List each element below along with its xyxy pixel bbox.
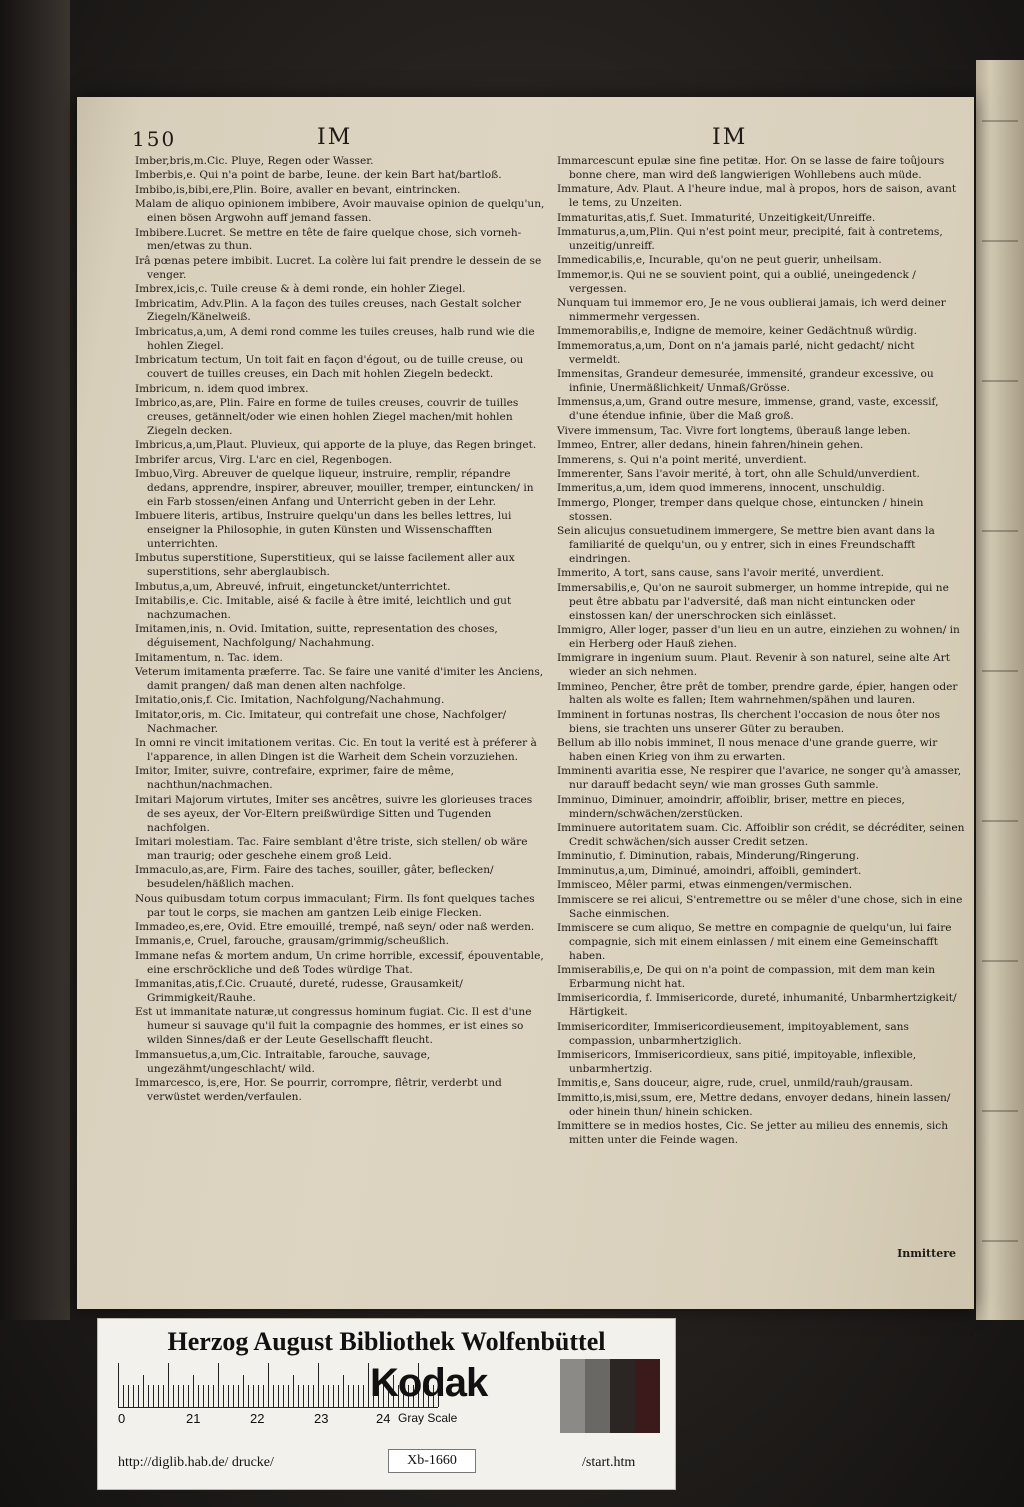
ruler-tick xyxy=(123,1385,124,1407)
dictionary-entry: Immisceo, Mêler parmi, etwas einmengen/vermischen. xyxy=(557,879,853,892)
dictionary-entry: Vivere immensum, Tac. Vivre fort longtems, überauß lange leben. xyxy=(557,424,911,437)
ruler-tick xyxy=(318,1363,319,1407)
dictionary-entry: Immisericors, Immisericordieux, sans pitié, impitoyable, inflexible, unbarmhertzig. xyxy=(557,1049,917,1075)
ruler-tick xyxy=(368,1363,369,1407)
dictionary-entry: Imbibere.Lucret. Se mettre en tête de faire quelque chose, sich vorneh-men/etwas zu thun. xyxy=(135,226,522,253)
ruler-label: 24 xyxy=(376,1411,391,1426)
ruler-tick xyxy=(233,1385,234,1407)
dictionary-entry: Immisericordia, f. Immisericorde, dureté, inhumanité, Unbarmhertzigkeit/ Härtigkeit. xyxy=(557,992,957,1019)
dictionary-entry: Imitor, Imiter, suivre, contrefaire, exprimer, faire de même, nachthun/nachmachen. xyxy=(135,765,454,792)
color-target-card xyxy=(97,1318,676,1490)
dictionary-entry: Immaturitas,atis,f. Suet. Immaturité, Unzeitigkeit/Unreiffe. xyxy=(557,211,876,224)
ruler-tick xyxy=(188,1385,189,1407)
dictionary-entry: Immersabilis,e, Qu'on ne sauroit submerger, un homme intrepide, qui ne peut être abbatu par l'adversité, daß man nicht eintuncken oder einstossen kan/ der unerschrocken sich einlässet. xyxy=(557,581,949,622)
ruler-label: 23 xyxy=(314,1411,329,1426)
gray-scale-label: Gray Scale xyxy=(398,1411,458,1425)
page-number: 150 xyxy=(132,127,177,151)
dictionary-entry: Imbuo,Virg. Abreuver de quelque liqueur, instruire, remplir, répandre dedans, apprendre, inspirer, abreuver, mouiller, tremper, eintuncken/ in ein Farb stossen/einen Anfang und Unterricht geben in der Lehr. xyxy=(135,467,534,508)
ruler-tick xyxy=(323,1385,324,1407)
dictionary-entry: Immeo, Entrer, aller dedans, hinein fahren/hinein gehen. xyxy=(557,439,864,452)
dictionary-entry: Imitari molestiam. Tac. Faire semblant d'être triste, sich stellen/ ob wäre man traurig; oder geschehe einem groß Leid. xyxy=(135,836,528,862)
ruler-tick xyxy=(223,1385,224,1407)
dictionary-entry: Est ut immanitate naturæ,ut congressus hominum fugiat. Cic. Il est d'une humeur si sauvage qu'il fuit la compagnie des hommes, er ist eines so wilden Sinnes/daß er der Leute Gesellschafft fleucht. xyxy=(135,1006,532,1047)
dictionary-entry: Imbricum, n. idem quod imbrex. xyxy=(135,382,309,395)
ruler-tick xyxy=(303,1385,304,1407)
ruler-tick xyxy=(288,1385,289,1407)
ruler-tick xyxy=(313,1385,314,1407)
dictionary-entry: Immeritus,a,um, idem quod immerens, innocent, unschuldig. xyxy=(557,482,886,495)
ruler-tick xyxy=(338,1385,339,1407)
dictionary-entry: Imminent in fortunas nostras, Ils cherchent l'occasion de nous ôter nos biens, sie trachten uns unserer Güter zu berauben. xyxy=(557,708,941,735)
book-gutter-shadow xyxy=(0,0,70,1320)
dictionary-entry: Imitamen,inis, n. Ovid. Imitation, suitte, representation des choses, déguisement, Nachfolgung/ Nachahmung. xyxy=(135,623,498,650)
dictionary-entry: Nunquam tui immemor ero, Je ne vous oublierai jamais, ich werd deiner nimmermehr vergessen. xyxy=(557,297,946,323)
dictionary-entry: Immedicabilis,e, Incurable, qu'on ne peut guerir, unheilsam. xyxy=(557,254,882,267)
dictionary-entry: Immature, Adv. Plaut. A l'heure indue, mal à propos, hors de saison, avant le tems, zu Unzeiten. xyxy=(557,183,957,210)
dictionary-entry: Imitator,oris, m. Cic. Imitateur, qui contrefait une chose, Nachfolger/ Nachmacher. xyxy=(135,708,507,735)
dictionary-entry: Imbricatum tectum, Un toit fait en façon d'égout, ou de tuille creuse, ou couvert de tuilles creuses, ein Dach mit hohlen Ziegeln bedeckt. xyxy=(135,354,524,381)
dictionary-entry: Bellum ab illo nobis imminet, Il nous menace d'une grande guerre, wir haben einen Krieg von ihm zu erwarten. xyxy=(557,737,938,764)
facing-page-edge xyxy=(976,60,1024,1320)
dictionary-entry: Imitamentum, n. Tac. idem. xyxy=(135,651,283,664)
dictionary-entry: Imbricatim, Adv.Plin. A la façon des tuiles creuses, nach Gestalt solcher Ziegeln/Känelweiß. xyxy=(135,297,522,324)
shelfmark: Xb-1660 xyxy=(388,1449,476,1473)
dictionary-entry: Imbrifer arcus, Virg. L'arc en ciel, Regenbogen. xyxy=(135,453,393,466)
ruler-tick xyxy=(278,1385,279,1407)
ruler-label: 21 xyxy=(186,1411,201,1426)
ruler-tick xyxy=(363,1385,364,1407)
ruler-tick xyxy=(218,1363,219,1407)
dictionary-entry: Veterum imitamenta præferre. Tac. Se faire une vanité d'imiter les Anciens, damit prangen/ daß man denen alten nachfolge. xyxy=(135,666,544,693)
ruler-tick xyxy=(328,1385,329,1407)
dictionary-entry: Immitto,is,misi,ssum, ere, Mettre dedans, envoyer dedans, hinein lassen/ oder hinein thun/ hinein schicken. xyxy=(557,1091,951,1118)
dictionary-entry: Imbrex,icis,c. Tuile creuse & à demi ronde, ein hohler Ziegel. xyxy=(135,283,466,296)
ruler-tick xyxy=(293,1375,294,1407)
gray-swatch xyxy=(635,1359,660,1433)
dictionary-entry: Immerenter, Sans l'avoir merité, à tort, ohn alle Schuld/unverdient. xyxy=(557,467,920,480)
dictionary-entry: Imber,bris,m.Cic. Pluye, Regen oder Wasser. xyxy=(135,155,374,167)
dictionary-entry: Immineo, Pencher, être prêt de tomber, prendre garde, épier, hangen oder halten als wolte es fallen; Item wahrnehmen/spähen und lauren. xyxy=(557,680,958,707)
ruler-tick xyxy=(138,1385,139,1407)
dictionary-entry: Immanis,e, Cruel, farouche, grausam/grimmig/scheußlich. xyxy=(135,935,449,948)
url-left: http://diglib.hab.de/ drucke/ xyxy=(118,1455,274,1470)
dictionary-entry: Malam de aliquo opinionem imbibere, Avoir mauvaise opinion de quelqu'un, einen bösen Argwohn auff jemand fassen. xyxy=(135,198,545,225)
gray-swatch xyxy=(610,1359,635,1433)
library-name: Herzog August Bibliothek Wolfenbüttel xyxy=(167,1327,606,1356)
ruler-tick xyxy=(213,1385,214,1407)
ruler-tick xyxy=(158,1385,159,1407)
ruler-tick xyxy=(248,1385,249,1407)
dictionary-entry: Imminuere autoritatem suam. Cic. Affoiblir son crédit, se décréditer, seinen Credit schwächen/sich ausser Credit setzen. xyxy=(557,822,965,848)
ruler-tick xyxy=(308,1385,309,1407)
dictionary-page xyxy=(77,97,974,1309)
dictionary-entry: Immemoratus,a,um, Dont on n'a jamais parlé, nicht gedacht/ nicht vermeldt. xyxy=(557,339,915,366)
catchword: Inmittere xyxy=(897,1247,956,1260)
gray-scale-swatches xyxy=(560,1359,660,1433)
ruler-tick xyxy=(143,1375,144,1407)
running-head-right: IM xyxy=(712,125,748,150)
dictionary-entry: Imbuere literis, artibus, Instruire quelqu'un dans les belles lettres, lui enseigner la Philosophie, in guten Künsten und Wissenschafften unterrichten. xyxy=(135,510,512,550)
dictionary-entry: Immitis,e, Sans douceur, aigre, rude, cruel, unmild/rauh/grausam. xyxy=(557,1077,913,1090)
ruler-label: 0 xyxy=(118,1411,126,1426)
ruler-tick xyxy=(283,1385,284,1407)
right-column xyxy=(557,155,967,1148)
dictionary-entry: Irâ pœnas petere imbibit. Lucret. La colère lui fait prendre le dessein de se venger. xyxy=(135,254,542,281)
dictionary-entry: Imbrico,as,are, Plin. Faire en forme de tuiles creuses, couvrir de tuilles creuses, getännelt/oder wie einen hohlen Ziegel machen/mit hohlen Ziegeln decken. xyxy=(135,396,519,437)
ruler-tick xyxy=(358,1385,359,1407)
ruler-tick xyxy=(333,1385,334,1407)
ruler-tick xyxy=(168,1363,169,1407)
ruler-tick xyxy=(258,1385,259,1407)
dictionary-entry: Immensus,a,um, Grand outre mesure, immense, grand, vaste, excessif, d'une étendue infinie, über die Maß groß. xyxy=(557,396,939,423)
dictionary-entry: Immittere se in medios hostes, Cic. Se jetter au milieu des ennemis, sich mitten unter die Feinde wagen. xyxy=(557,1120,949,1147)
ruler-tick xyxy=(163,1385,164,1407)
dictionary-entry: Immaculo,as,are, Firm. Faire des taches, souiller, gâter, beflecken/ besudelen/häßlich machen. xyxy=(135,864,494,891)
left-column xyxy=(135,155,545,1105)
dictionary-entry: Immaturus,a,um,Plin. Qui n'est point meur, precipité, fait à contretems, unzeitig/unreiff. xyxy=(557,226,943,252)
ruler-tick xyxy=(178,1385,179,1407)
dictionary-entry: Immerito, A tort, sans cause, sans l'avoir merité, unverdient. xyxy=(557,567,885,580)
dictionary-entry: Immergo, Plonger, tremper dans quelque chose, eintuncken / hinein stossen. xyxy=(557,496,924,523)
ruler-tick xyxy=(268,1363,269,1407)
ruler-tick xyxy=(153,1385,154,1407)
ruler-label: 22 xyxy=(250,1411,265,1426)
ruler-tick xyxy=(343,1375,344,1407)
running-head-left: IM xyxy=(317,125,353,150)
dictionary-entry: Imitatio,onis,f. Cic. Imitation, Nachfolgung/Nachahmung. xyxy=(135,694,445,707)
ruler-tick xyxy=(238,1385,239,1407)
ruler-tick xyxy=(253,1385,254,1407)
dictionary-entry: Immane nefas & mortem andum, Un crime horrible, excessif, épouventable, eine erschröckliche und deß Todes würdige That. xyxy=(135,949,544,976)
dictionary-entry: Immemor,is. Qui ne se souvient point, qui a oublié, uneingedenck / vergessen. xyxy=(557,268,916,295)
dictionary-entry: Immarcesco, is,ere, Hor. Se pourrir, corrompre, flêtrir, verderbt und verwüstet werden/verfaulen. xyxy=(135,1076,502,1103)
dictionary-entry: Imitari Majorum virtutes, Imiter ses ancêtres, suivre les glorieuses traces de ses ayeux, der Vor-Eltern preißwürdige Sitten und Tugenden nachfolgen. xyxy=(135,793,533,834)
ruler-tick xyxy=(263,1385,264,1407)
dictionary-entry: Imitabilis,e. Cic. Imitable, aisé & facile à être imité, leichtlich und gut nachzumachen. xyxy=(135,595,512,621)
ruler-tick xyxy=(148,1385,149,1407)
dictionary-entry: Imbricus,a,um,Plaut. Pluvieux, qui apporte de la pluye, das Regen bringet. xyxy=(135,439,537,452)
dictionary-entry: Imbibo,is,bibi,ere,Plin. Boire, avaller en bevant, eintrincken. xyxy=(135,183,461,196)
dictionary-entry: Immisericorditer, Immisericordieusement, impitoyablement, sans compassion, unbarmhertziglich. xyxy=(557,1020,909,1047)
dictionary-entry: Nous quibusdam totum corpus immaculant; Firm. Ils font quelques taches par tout le corps, sie machen am gantzen Leib einige Flecken. xyxy=(135,892,535,919)
ruler-tick xyxy=(348,1385,349,1407)
dictionary-entry: Immiscere se cum aliquo, Se mettre en compagnie de quelqu'un, lui faire compagnie, sich mit einem einlassen / mit einem eine Gemeinschafft haben. xyxy=(557,921,952,962)
dictionary-entry: Imminenti avaritia esse, Ne respirer que l'avarice, ne songer qu'à amasser, nur darauff bedacht seyn/ wie man grosses Guth sammle. xyxy=(557,765,962,792)
dictionary-entry: Immensitas, Grandeur demesurée, immensité, grandeur excessive, ou infinie, Unermäßlichkeit/ Unmaß/Grösse. xyxy=(557,368,934,394)
ruler-tick xyxy=(193,1375,194,1407)
ruler-tick xyxy=(208,1385,209,1407)
dictionary-entry: Immansuetus,a,um,Cic. Intraitable, farouche, sauvage, ungezähmt/ungeschlacht/ wild. xyxy=(135,1048,431,1075)
ruler-tick xyxy=(133,1385,134,1407)
dictionary-entry: Immanitas,atis,f.Cic. Cruauté, dureté, rudesse, Grausamkeit/ Grimmigkeit/Rauhe. xyxy=(135,978,463,1004)
dictionary-entry: Imbutus,a,um, Abreuvé, infruit, eingetuncket/unterrichtet. xyxy=(135,580,451,593)
gray-swatch xyxy=(585,1359,610,1433)
url-right: /start.htm xyxy=(582,1455,636,1470)
dictionary-entry: Imminutus,a,um, Diminué, amoindri, affoibli, gemindert. xyxy=(557,864,862,877)
ruler-tick xyxy=(273,1385,274,1407)
ruler-tick xyxy=(228,1385,229,1407)
kodak-logo: Kodak xyxy=(370,1361,488,1405)
dictionary-entry: Immarcescunt epulæ sine fine petitæ. Hor. On se lasse de faire toûjours bonne chere, man wird deß langwierigen Wohllebens auch müde. xyxy=(557,155,945,181)
ruler-tick xyxy=(173,1385,174,1407)
ruler-tick xyxy=(118,1363,119,1407)
gray-swatch xyxy=(560,1359,585,1433)
ruler-tick xyxy=(353,1385,354,1407)
dictionary-entry: Immiserabilis,e, De qui on n'a point de compassion, mit dem man kein Erbarmung nicht hat. xyxy=(557,964,936,991)
dictionary-entry: Immiscere se rei alicui, S'entremettre ou se mêler d'une chose, sich in eine Sache einmischen. xyxy=(557,893,963,920)
dictionary-entry: Imbutus superstitione, Superstitieux, qui se laisse facilement aller aux superstitions, sehr aberglaubisch. xyxy=(135,552,515,579)
dictionary-entry: Immigro, Aller loger, passer d'un lieu en un autre, einziehen zu wohnen/ in ein Herberg oder Hauß ziehen. xyxy=(557,623,960,650)
dictionary-entry: Immerens, s. Qui n'a point merité, unverdient. xyxy=(557,453,807,466)
ruler-tick xyxy=(298,1385,299,1407)
dictionary-entry: Sein alicujus consuetudinem immergere, Se mettre bien avant dans la familiarité de quelqu'un, ou y entrer, sich in eines Freundschafft eindringen. xyxy=(557,525,935,565)
dictionary-entry: Imminutio, f. Diminution, rabais, Minderung/Ringerung. xyxy=(557,850,860,863)
dictionary-entry: In omni re vincit imitationem veritas. Cic. En tout la verité est à préferer à l'apparence, in allen Dingen ist die Warheit dem Schein vorzuziehen. xyxy=(135,737,537,764)
dictionary-entry: Imminuo, Diminuer, amoindrir, affoiblir, briser, mettre en pieces, mindern/schwächen/zerstücken. xyxy=(557,793,905,820)
ruler-tick xyxy=(198,1385,199,1407)
ruler-tick xyxy=(183,1385,184,1407)
dictionary-entry: Imberbis,e. Qui n'a point de barbe, Ieune. der kein Bart hat/bartloß. xyxy=(135,169,502,182)
ruler-tick xyxy=(128,1385,129,1407)
ruler-tick xyxy=(203,1385,204,1407)
dictionary-entry: Immigrare in ingenium suum. Plaut. Revenir à son naturel, seine alte Art wieder an sich nehmen. xyxy=(557,652,950,679)
dictionary-entry: Immadeo,es,ere, Ovid. Etre emouillé, trempé, naß seyn/ oder naß werden. xyxy=(135,920,535,933)
ruler-tick xyxy=(243,1375,244,1407)
dictionary-entry: Imbricatus,a,um, A demi rond comme les tuiles creuses, halb rund wie die hohlen Ziegel. xyxy=(135,325,535,352)
dictionary-entry: Immemorabilis,e, Indigne de memoire, keiner Gedächtnuß würdig. xyxy=(557,325,917,338)
